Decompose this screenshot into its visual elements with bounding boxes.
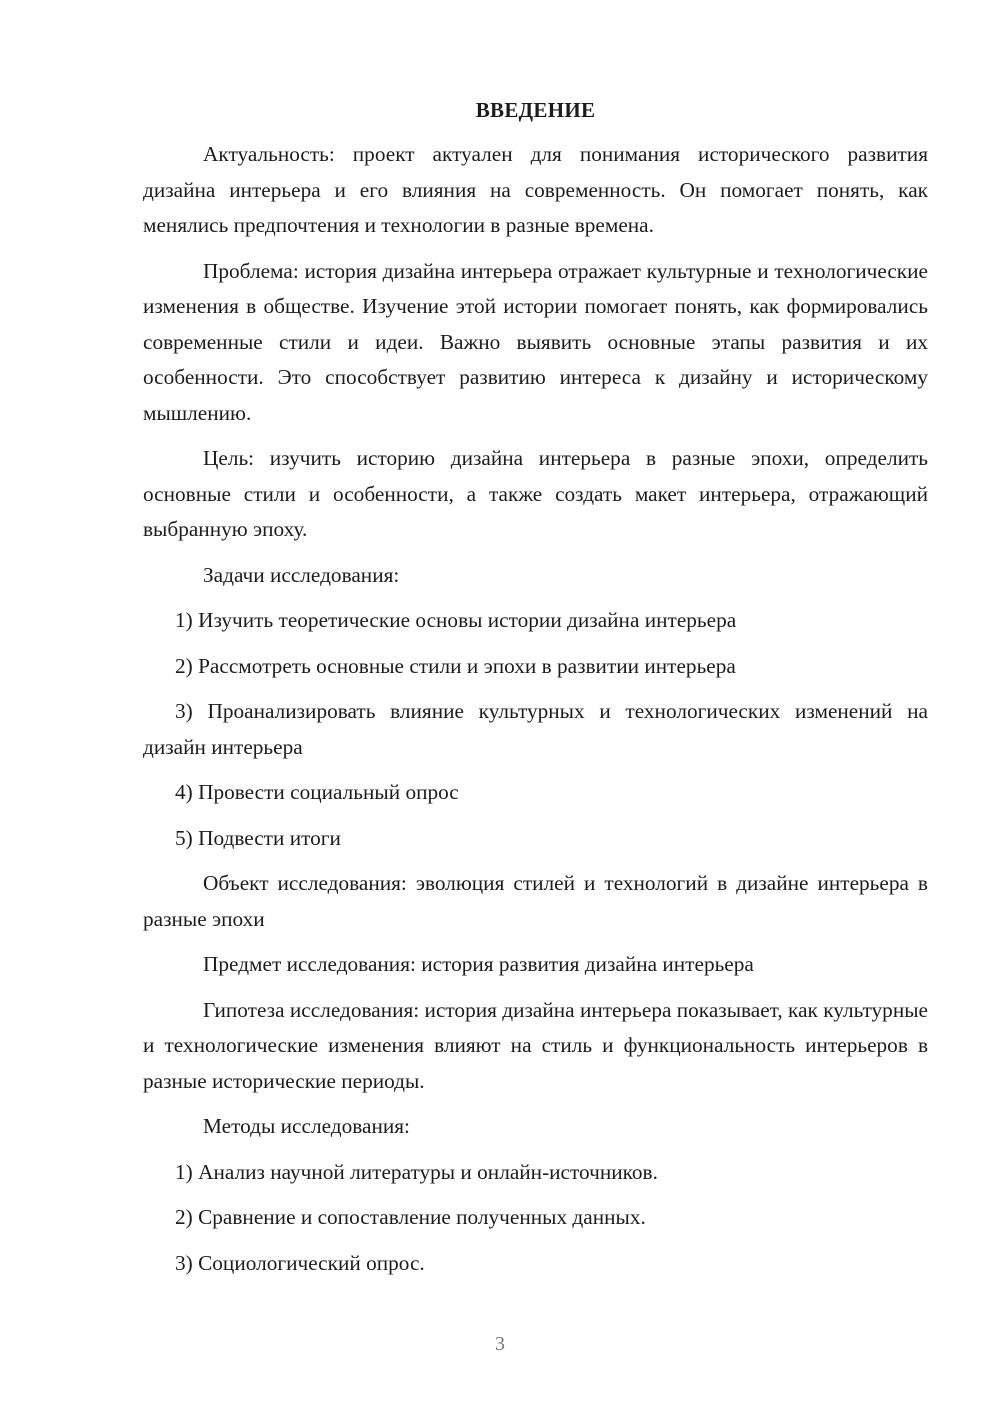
document-title: ВВЕДЕНИЕ <box>475 98 596 122</box>
task-item: 5) Подвести итоги <box>175 825 341 850</box>
task-item: 3) Проанализировать влияние культурных и технологических изменений на дизайн интерьера <box>143 699 928 759</box>
method-item: 1) Анализ научной литературы и онлайн-источников. <box>175 1159 658 1184</box>
tasks-heading: Задачи исследования: <box>203 562 400 587</box>
task-item: 4) Провести социальный опрос <box>175 780 459 804</box>
methods-heading: Методы исследования: <box>203 1114 410 1138</box>
method-item: 3) Социологический опрос. <box>175 1250 425 1275</box>
hypothesis-paragraph: Гипотеза исследования: история дизайна интерьера показывает, как культурные и технологические изменения влияют на стиль и функциональность интерьеров в разные исторические периоды. <box>143 997 928 1093</box>
document-page <box>143 96 928 1291</box>
object-paragraph: Объект исследования: эволюция стилей и технологий в дизайне интерьера в разные эпохи <box>143 871 928 931</box>
relevance-paragraph: Актуальность: проект актуален для понимания исторического развития дизайна интерьера и его влияния на современность. Он помогает понять, как менялись предпочтения и технологии в разные времена. <box>143 142 928 237</box>
problem-paragraph: Проблема: история дизайна интерьера отражает культурные и технологические изменения в обществе. Изучение этой истории помогает понять, как формировались современные стили и идеи. Важно выявить основные этапы развития и их особенности. Это способствует развитию интереса к дизайну и историческому мышлению. <box>143 258 928 425</box>
method-item: 2) Сравнение и сопоставление полученных данных. <box>175 1205 646 1229</box>
subject-paragraph: Предмет исследования: история развития дизайна интерьера <box>203 952 754 976</box>
task-item: 2) Рассмотреть основные стили и эпохи в развитии интерьера <box>175 653 736 678</box>
goal-paragraph: Цель: изучить историю дизайна интерьера в разные эпохи, определить основные стили и особенности, а также создать макет интерьера, отражающий выбранную эпоху. <box>143 446 928 541</box>
task-item: 1) Изучить теоретические основы истории дизайна интерьера <box>175 608 737 632</box>
page-number: 3 <box>495 1333 505 1355</box>
